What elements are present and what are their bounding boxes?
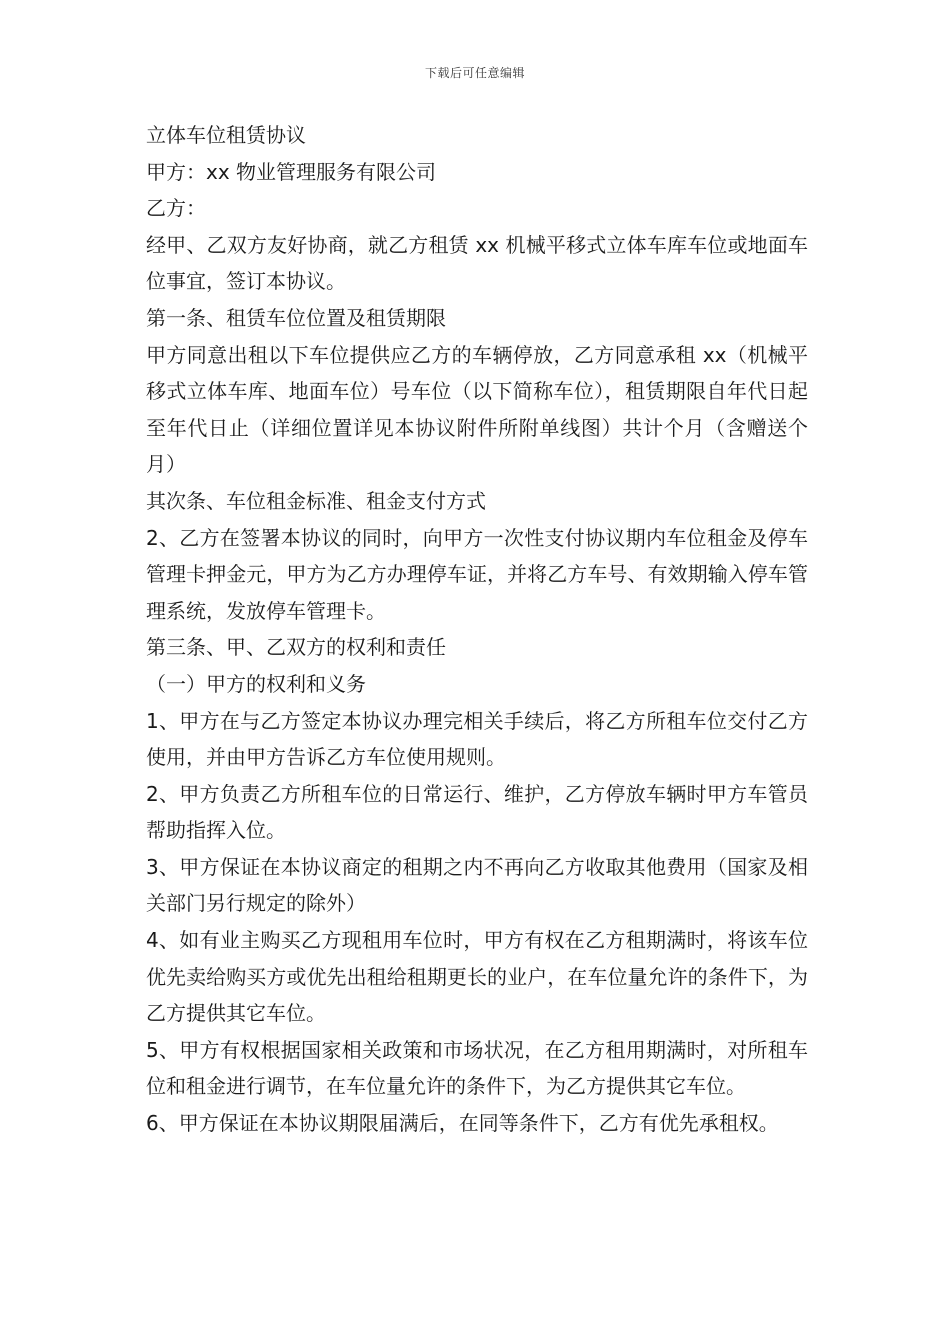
document-title: 立体车位租赁协议 bbox=[146, 123, 306, 147]
document-body bbox=[146, 117, 808, 1142]
party-a-line: 甲方：xx 物业管理服务有限公司 bbox=[146, 159, 437, 184]
article-1-heading: 第一条、租赁车位位置及租赁期限 bbox=[146, 305, 446, 330]
preamble-paragraph: 经甲、乙双方友好协商，就乙方租赁 xx 机械平移式立体车库车位或地面车位事宜，签订本协议。 bbox=[146, 232, 808, 294]
article-2-clause-2: 2、乙方在签署本协议的同时，向甲方一次性支付协议期内车位租金及停车管理卡押金元，甲方为乙方办理停车证，并将乙方车号、有效期输入停车管理系统，发放停车管理卡。 bbox=[146, 525, 808, 623]
article-1-paragraph: 甲方同意出租以下车位提供应乙方的车辆停放，乙方同意承租 xx（机械平移式立体车库、地面车位）号车位（以下简称车位），租赁期限自年代日起至年代日止（详细位置详见本协议附件所附单线图）共计个月（含赠送个月） bbox=[146, 342, 808, 477]
clause-2: 2、甲方负责乙方所租车位的日常运行、维护，乙方停放车辆时甲方车管员帮助指挥入位。 bbox=[146, 781, 808, 843]
header-note: 下载后可任意编辑 bbox=[424, 66, 525, 80]
party-b-line: 乙方： bbox=[146, 196, 206, 221]
clause-1: 1、甲方在与乙方签定本协议办理完相关手续后，将乙方所租车位交付乙方使用，并由甲方告诉乙方车位使用规则。 bbox=[146, 708, 808, 770]
clause-3: 3、甲方保证在本协议商定的租期之内不再向乙方收取其他费用（国家及相关部门另行规定的除外） bbox=[146, 854, 808, 916]
clause-4: 4、如有业主购买乙方现租用车位时，甲方有权在乙方租期满时，将该车位优先卖给购买方或优先出租给租期更长的业户，在车位量允许的条件下，为乙方提供其它车位。 bbox=[146, 928, 808, 1026]
article-3-heading: 第三条、甲、乙双方的权利和责任 bbox=[146, 635, 446, 660]
article-2-heading: 其次条、车位租金标准、租金支付方式 bbox=[146, 488, 486, 513]
section-1-heading: （一）甲方的权利和义务 bbox=[146, 671, 366, 696]
clause-5: 5、甲方有权根据国家相关政策和市场状况，在乙方租用期满时，对所租车位和租金进行调节，在车位量允许的条件下，为乙方提供其它车位。 bbox=[146, 1037, 808, 1099]
clause-6: 6、甲方保证在本协议期限届满后，在同等条件下，乙方有优先承租权。 bbox=[146, 1111, 779, 1136]
